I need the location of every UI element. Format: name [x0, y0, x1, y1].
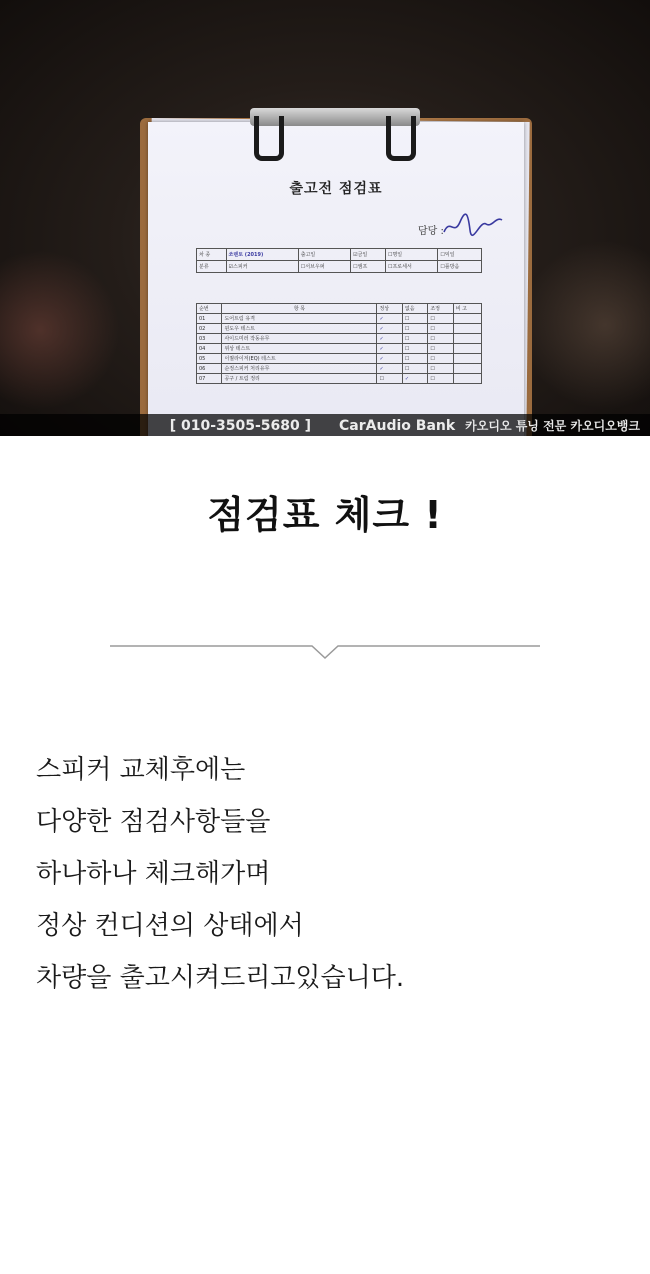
type-opt-1: ☑스피커	[226, 261, 298, 273]
col-note: 비 고	[453, 304, 481, 314]
table-row: 04 위상 테스트 ✓ ☐ ☐	[197, 344, 482, 354]
description-line: 차량을 출고시켜드리고있습니다.	[36, 963, 405, 993]
date-label: 출고일	[298, 249, 350, 261]
date-opt-1: ☑금일	[351, 249, 386, 261]
banner-tagline: 카오디오 튜닝 전문 카오디오뱅크	[465, 419, 640, 433]
table-row: 02 윈도우 테스트 ✓ ☐ ☐	[197, 324, 482, 334]
description-text	[36, 744, 616, 1004]
signature-scribble	[440, 210, 504, 240]
col-adjust: 조정	[428, 304, 453, 314]
section-heading: 점검표 체크 !	[207, 493, 443, 537]
description-line: 스피커 교체후에는	[36, 755, 246, 785]
banner-brand: CarAudio Bank	[339, 418, 456, 434]
type-opt-2: ☐서브우퍼	[298, 261, 350, 273]
background-light-left	[0, 250, 120, 410]
clipboard-clip	[250, 108, 420, 154]
sign-label: 담당 :	[418, 226, 444, 237]
checklist-table	[196, 303, 482, 384]
date-opt-2: ☐명일	[385, 249, 437, 261]
watermark-banner	[0, 414, 650, 436]
col-none: 없음	[402, 304, 427, 314]
type-opt-5: ☐플방음	[438, 261, 482, 273]
table-row: 03 사이드미러 작동유무 ✓ ☐ ☐	[197, 334, 482, 344]
checklist-photo	[0, 0, 650, 436]
type-label: 분류	[197, 261, 227, 273]
form-title: 출고전 점검표	[289, 181, 383, 197]
car-value: 쏘렌토 (2019)	[226, 249, 298, 261]
table-row: 01 도어트림 유격 ✓ ☐ ☐	[197, 314, 482, 324]
chevron-divider	[110, 636, 540, 664]
background-light-right	[520, 240, 650, 410]
banner-phone: [ 010-3505-5680 ]	[169, 418, 312, 434]
table-row: 05 이퀄라이저(EQ) 테스트 ✓ ☐ ☐	[197, 354, 482, 364]
form-header-table	[196, 248, 482, 273]
date-opt-3: ☐익일	[438, 249, 482, 261]
type-opt-4: ☐프로세서	[385, 261, 437, 273]
description-line: 다양한 점검사항들을	[36, 807, 271, 837]
description-line: 하나하나 체크해가며	[36, 859, 271, 889]
checklist-paper	[148, 122, 524, 436]
type-opt-3: ☐앰프	[351, 261, 386, 273]
col-item: 항 목	[222, 304, 377, 314]
col-ok: 정상	[377, 304, 402, 314]
description-line: 정상 컨디션의 상태에서	[36, 911, 304, 941]
car-label: 차 종	[197, 249, 227, 261]
col-no: 순번	[197, 304, 222, 314]
table-row: 06 순정스피커 처리유무 ✓ ☐ ☐	[197, 364, 482, 374]
table-row: 07 공구 / 트림 정리 ☐ ✓ ☐	[197, 374, 482, 384]
